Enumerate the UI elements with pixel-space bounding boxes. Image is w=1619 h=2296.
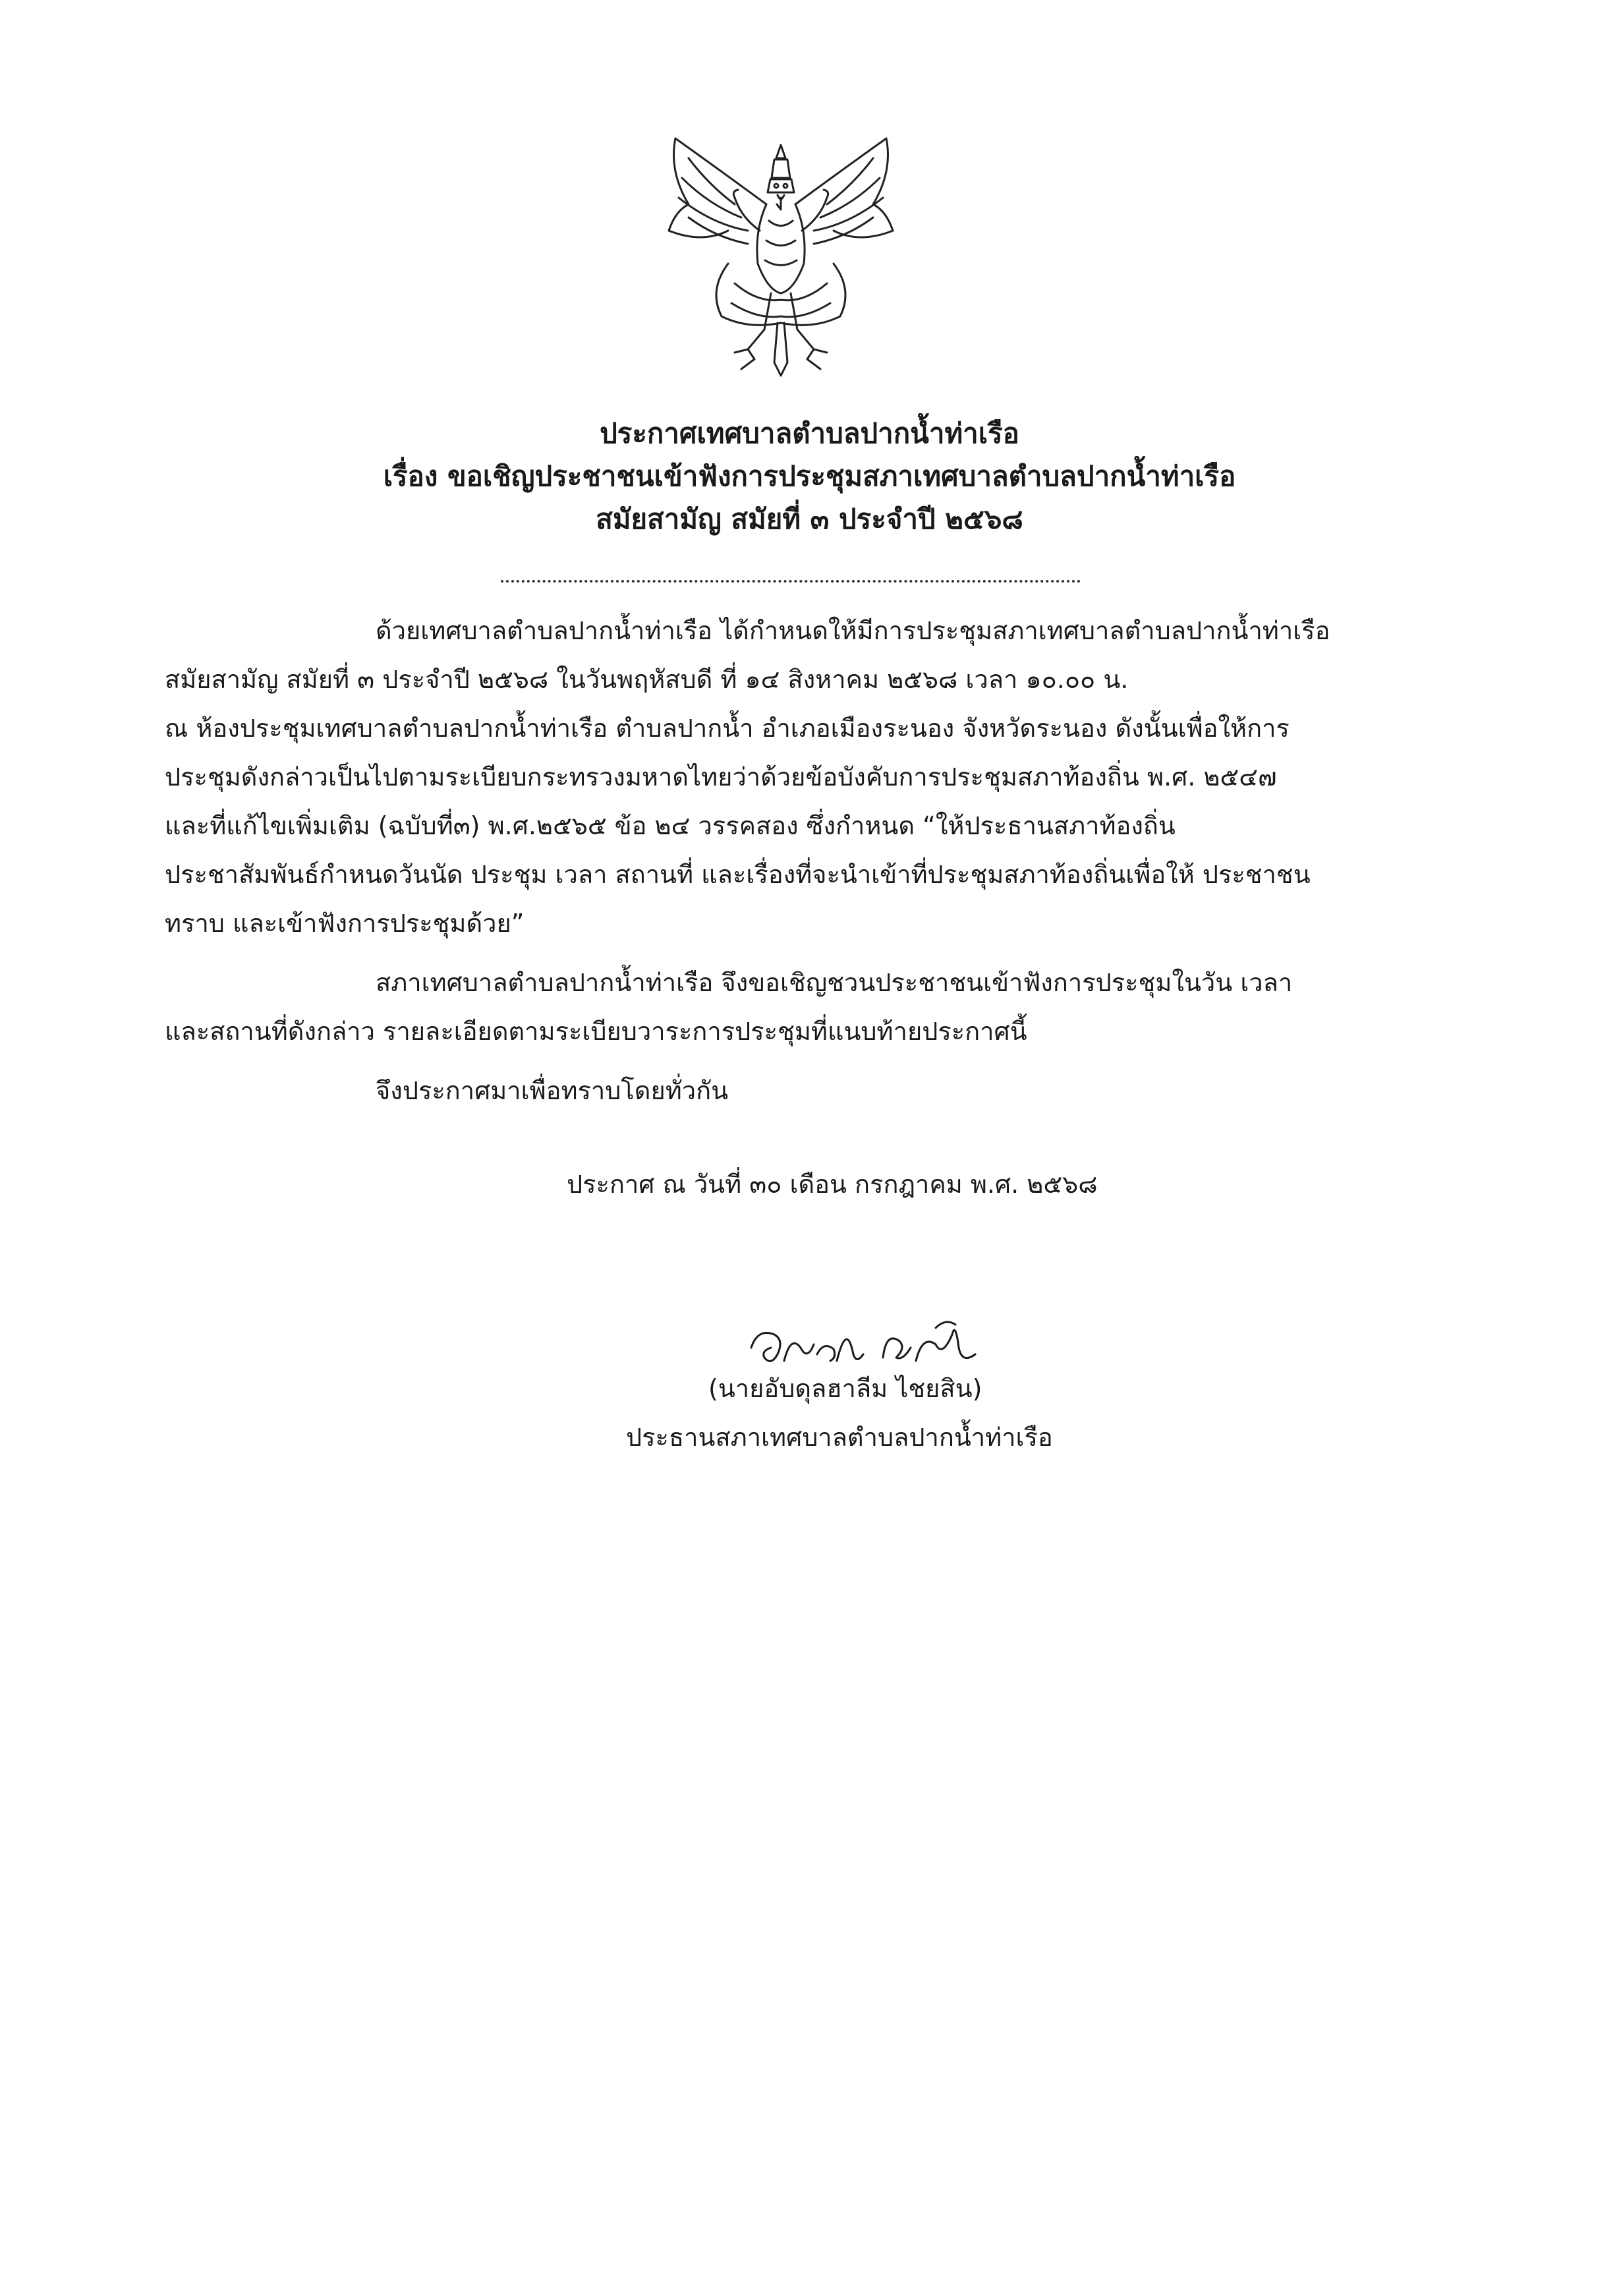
title-line-1: ประกาศเทศบาลตำบลปากน้ำท่าเรือ — [600, 417, 1019, 449]
signer-name: (นายอับดุลฮาลีม ไชยสิน) — [708, 1374, 982, 1403]
announcement-body — [165, 606, 1417, 1115]
paragraph-1-line: และที่แก้ไขเพิ่มเติม (ฉบับที่๓) พ.ศ.๒๕๖๕ ข้อ ๒๔ วรรคสอง ซึ่งกำหนด “ให้ประธานสภาท้องถิ่น — [165, 811, 1176, 840]
paragraph-2 — [165, 958, 1417, 1056]
garuda-emblem-icon — [649, 132, 913, 382]
title-line-3: สมัยสามัญ สมัยที่ ๓ ประจำปี ๒๕๖๘ — [596, 503, 1023, 535]
paragraph-2-line: สภาเทศบาลตำบลปากน้ำท่าเรือ จึงขอเชิญชวนประชาชนเข้าฟังการประชุมในวัน เวลา — [376, 968, 1293, 997]
signer-position: ประธานสภาเทศบาลตำบลปากน้ำท่าเรือ — [626, 1423, 1053, 1452]
paragraph-1-line: ณ ห้องประชุมเทศบาลตำบลปากน้ำท่าเรือ ตำบลปากน้ำ อำเภอเมืองระนอง จังหวัดระนอง ดังนั้นเพื่อให้การ — [165, 714, 1290, 743]
paragraph-1-line: สมัยสามัญ สมัยที่ ๓ ประจำปี ๒๕๖๘ ในวันพฤหัสบดี ที่ ๑๔ สิงหาคม ๒๕๖๘ เวลา ๑๐.๐๐ น. — [165, 665, 1129, 694]
announcement-title — [0, 412, 1619, 540]
dotted-divider — [501, 580, 1081, 583]
title-line-2: เรื่อง ขอเชิญประชาชนเข้าฟังการประชุมสภาเทศบาลตำบลปากน้ำท่าเรือ — [383, 460, 1236, 492]
paragraph-1-line: ด้วยเทศบาลตำบลปากน้ำท่าเรือ ได้กำหนดให้มีการประชุมสภาเทศบาลตำบลปากน้ำท่าเรือ — [376, 616, 1330, 645]
paragraph-2-line: และสถานที่ดังกล่าว รายละเอียดตามระเบียบวาระการประชุมที่แนบท้ายประกาศนี้ — [165, 1017, 1027, 1046]
paragraph-1-line: ทราบ และเข้าฟังการประชุมด้วย” — [165, 909, 525, 938]
paragraph-1-line: ประชาสัมพันธ์กำหนดวันนัด ประชุม เวลา สถานที่ และเรื่องที่จะนำเข้าที่ประชุมสภาท้องถิ่นเพื่อให้ ประชาชน — [165, 860, 1311, 889]
paragraph-1 — [165, 606, 1417, 948]
paragraph-1-line: ประชุมดังกล่าวเป็นไปตามระเบียบกระทรวงมหาดไทยว่าด้วยข้อบังคับการประชุมสภาท้องถิ่น พ.ศ. ๒๕๔๗ — [165, 762, 1277, 791]
announce-date: ประกาศ ณ วันที่ ๓๐ เดือน กรกฎาคม พ.ศ. ๒๕๖๘ — [567, 1170, 1098, 1199]
paragraph-3: จึงประกาศมาเพื่อทราบโดยทั่วกัน — [376, 1076, 729, 1105]
